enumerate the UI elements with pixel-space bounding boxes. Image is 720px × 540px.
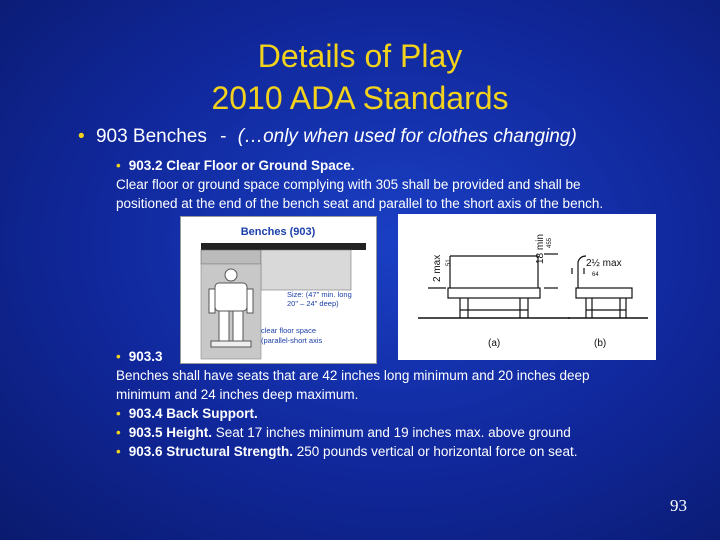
figure-left-clear-line1: clear floor space [261, 326, 317, 335]
main-bullet [78, 126, 577, 148]
section-9033-heading: 903.3 [128, 349, 163, 364]
section-9036-text: 250 pounds vertical or horizontal force on seat. [293, 444, 578, 459]
section-9032-heading: 903.2 Clear Floor or Ground Space. [128, 158, 355, 173]
section-9032-line2: positioned at the end of the bench seat and parallel to the short axis of the bench. [116, 196, 604, 211]
section-9034-heading: 903.4 Back Support. [128, 406, 258, 421]
section-9033-heading-row [116, 347, 163, 366]
slide-title-line2: 2010 ADA Standards [211, 80, 509, 116]
bullet-icon: • [116, 444, 121, 459]
section-9036-heading: 903.6 Structural Strength. [128, 444, 294, 459]
figure-left-clear-line2: (parallel-short axis [261, 336, 323, 345]
figure-left-title: Benches (903) [240, 226, 316, 238]
bench-elevation-figure [398, 214, 656, 360]
section-9035-row [116, 423, 571, 442]
section-9033-line1: Benches shall have seats that are 42 inches long minimum and 20 inches deep [116, 368, 590, 383]
slide-title-line1: Details of Play [257, 38, 463, 74]
label-a: (a) [488, 338, 501, 349]
section-9035-heading: 903.5 Height. [128, 425, 213, 440]
label-b: (b) [594, 338, 607, 349]
bullet-icon: • [116, 158, 121, 173]
dim-455: 455 [547, 237, 553, 248]
bullet-icon: • [116, 406, 121, 421]
dim-2half-max: 2½ max [586, 258, 622, 269]
main-bullet-label: 903 Benches [95, 126, 207, 147]
bullet-icon: • [78, 126, 85, 147]
bullet-icon: • [116, 425, 121, 440]
main-bullet-dash: - [220, 126, 227, 147]
figure-left-size-line1: Size: (47" min. long [287, 290, 352, 299]
figure-left-size-line2: 20" – 24" deep) [287, 299, 339, 308]
section-9036-row [116, 442, 577, 461]
dim-64: 64 [592, 272, 599, 278]
bench-elevation-diagram [398, 214, 656, 360]
page-number: 93 [670, 496, 687, 515]
section-9032-heading-row [116, 156, 355, 175]
section-9035-text: Seat 17 inches minimum and 19 inches max. above ground [212, 425, 571, 440]
section-9033-line2: minimum and 24 inches deep maximum. [116, 387, 359, 402]
dim-2max: 2 max [432, 254, 443, 282]
section-9032-line1: Clear floor or ground space complying with 305 shall be provided and shall be [116, 177, 581, 192]
bench-plan-diagram [181, 217, 376, 363]
dim-18min: 18 min [535, 233, 546, 264]
section-9034-row [116, 404, 258, 423]
bullet-icon: • [116, 349, 121, 364]
bench-plan-figure [180, 216, 377, 364]
dim-51: 51 [446, 259, 452, 266]
main-bullet-note: (…only when used for clothes changing) [237, 126, 577, 147]
